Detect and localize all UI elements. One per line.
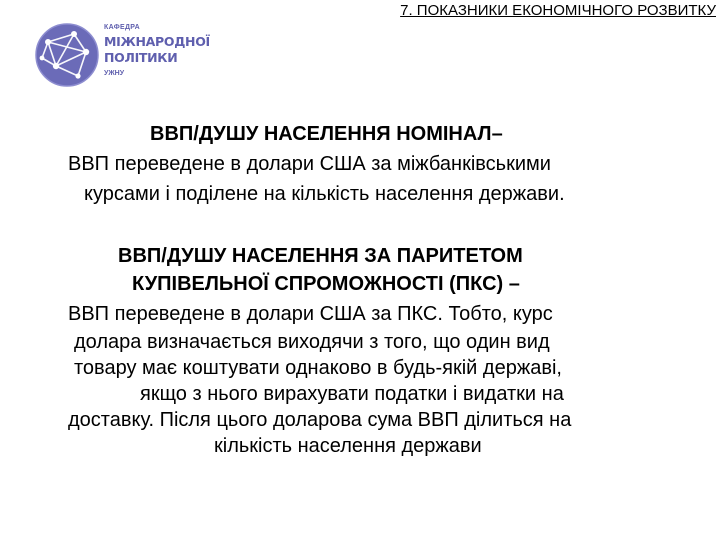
section-ppp-line-4: якщо з нього вирахувати податки і видатки на — [140, 383, 564, 405]
department-logo — [34, 20, 210, 100]
section-nominal-heading: ВВП/ДУШУ НАСЕЛЕННЯ НОМІНАЛ– — [150, 123, 503, 145]
section-ppp-line-2: долара визначається виходячи з того, що один вид — [74, 331, 550, 353]
logo-line-department: КАФЕДРА — [104, 24, 140, 31]
section-ppp-line-5: доставку. Після цього доларова сума ВВП ділиться на — [68, 409, 572, 431]
section-ppp-heading-line-2: КУПІВЕЛЬНОЇ СПРОМОЖНОСТІ (ПКС) – — [132, 273, 520, 295]
section-ppp-heading-line-1: ВВП/ДУШУ НАСЕЛЕННЯ ЗА ПАРИТЕТОМ — [118, 245, 523, 267]
page-header-title: 7. ПОКАЗНИКИ ЕКОНОМІЧНОГО РОЗВИТКУ — [400, 2, 716, 19]
logo-line-politics: ПОЛІТИКИ — [104, 49, 178, 65]
section-ppp-line-3: товару має коштувати однаково в будь-якій державі, — [74, 357, 562, 379]
globe-network-icon — [34, 22, 100, 88]
logo-line-international: МІЖНАРОДНОЇ — [104, 34, 210, 49]
logo-text — [104, 24, 210, 77]
section-nominal-line-2: курсами і поділене на кількість населення держави. — [84, 183, 565, 205]
section-ppp-line-1: ВВП переведене в долари США за ПКС. Тобто, курс — [68, 303, 553, 325]
logo-line-university: УЖНУ — [104, 70, 125, 77]
section-ppp-line-6: кількість населення держави — [214, 435, 482, 457]
section-nominal-line-1: ВВП переведене в долари США за міжбанківськими — [68, 153, 551, 175]
